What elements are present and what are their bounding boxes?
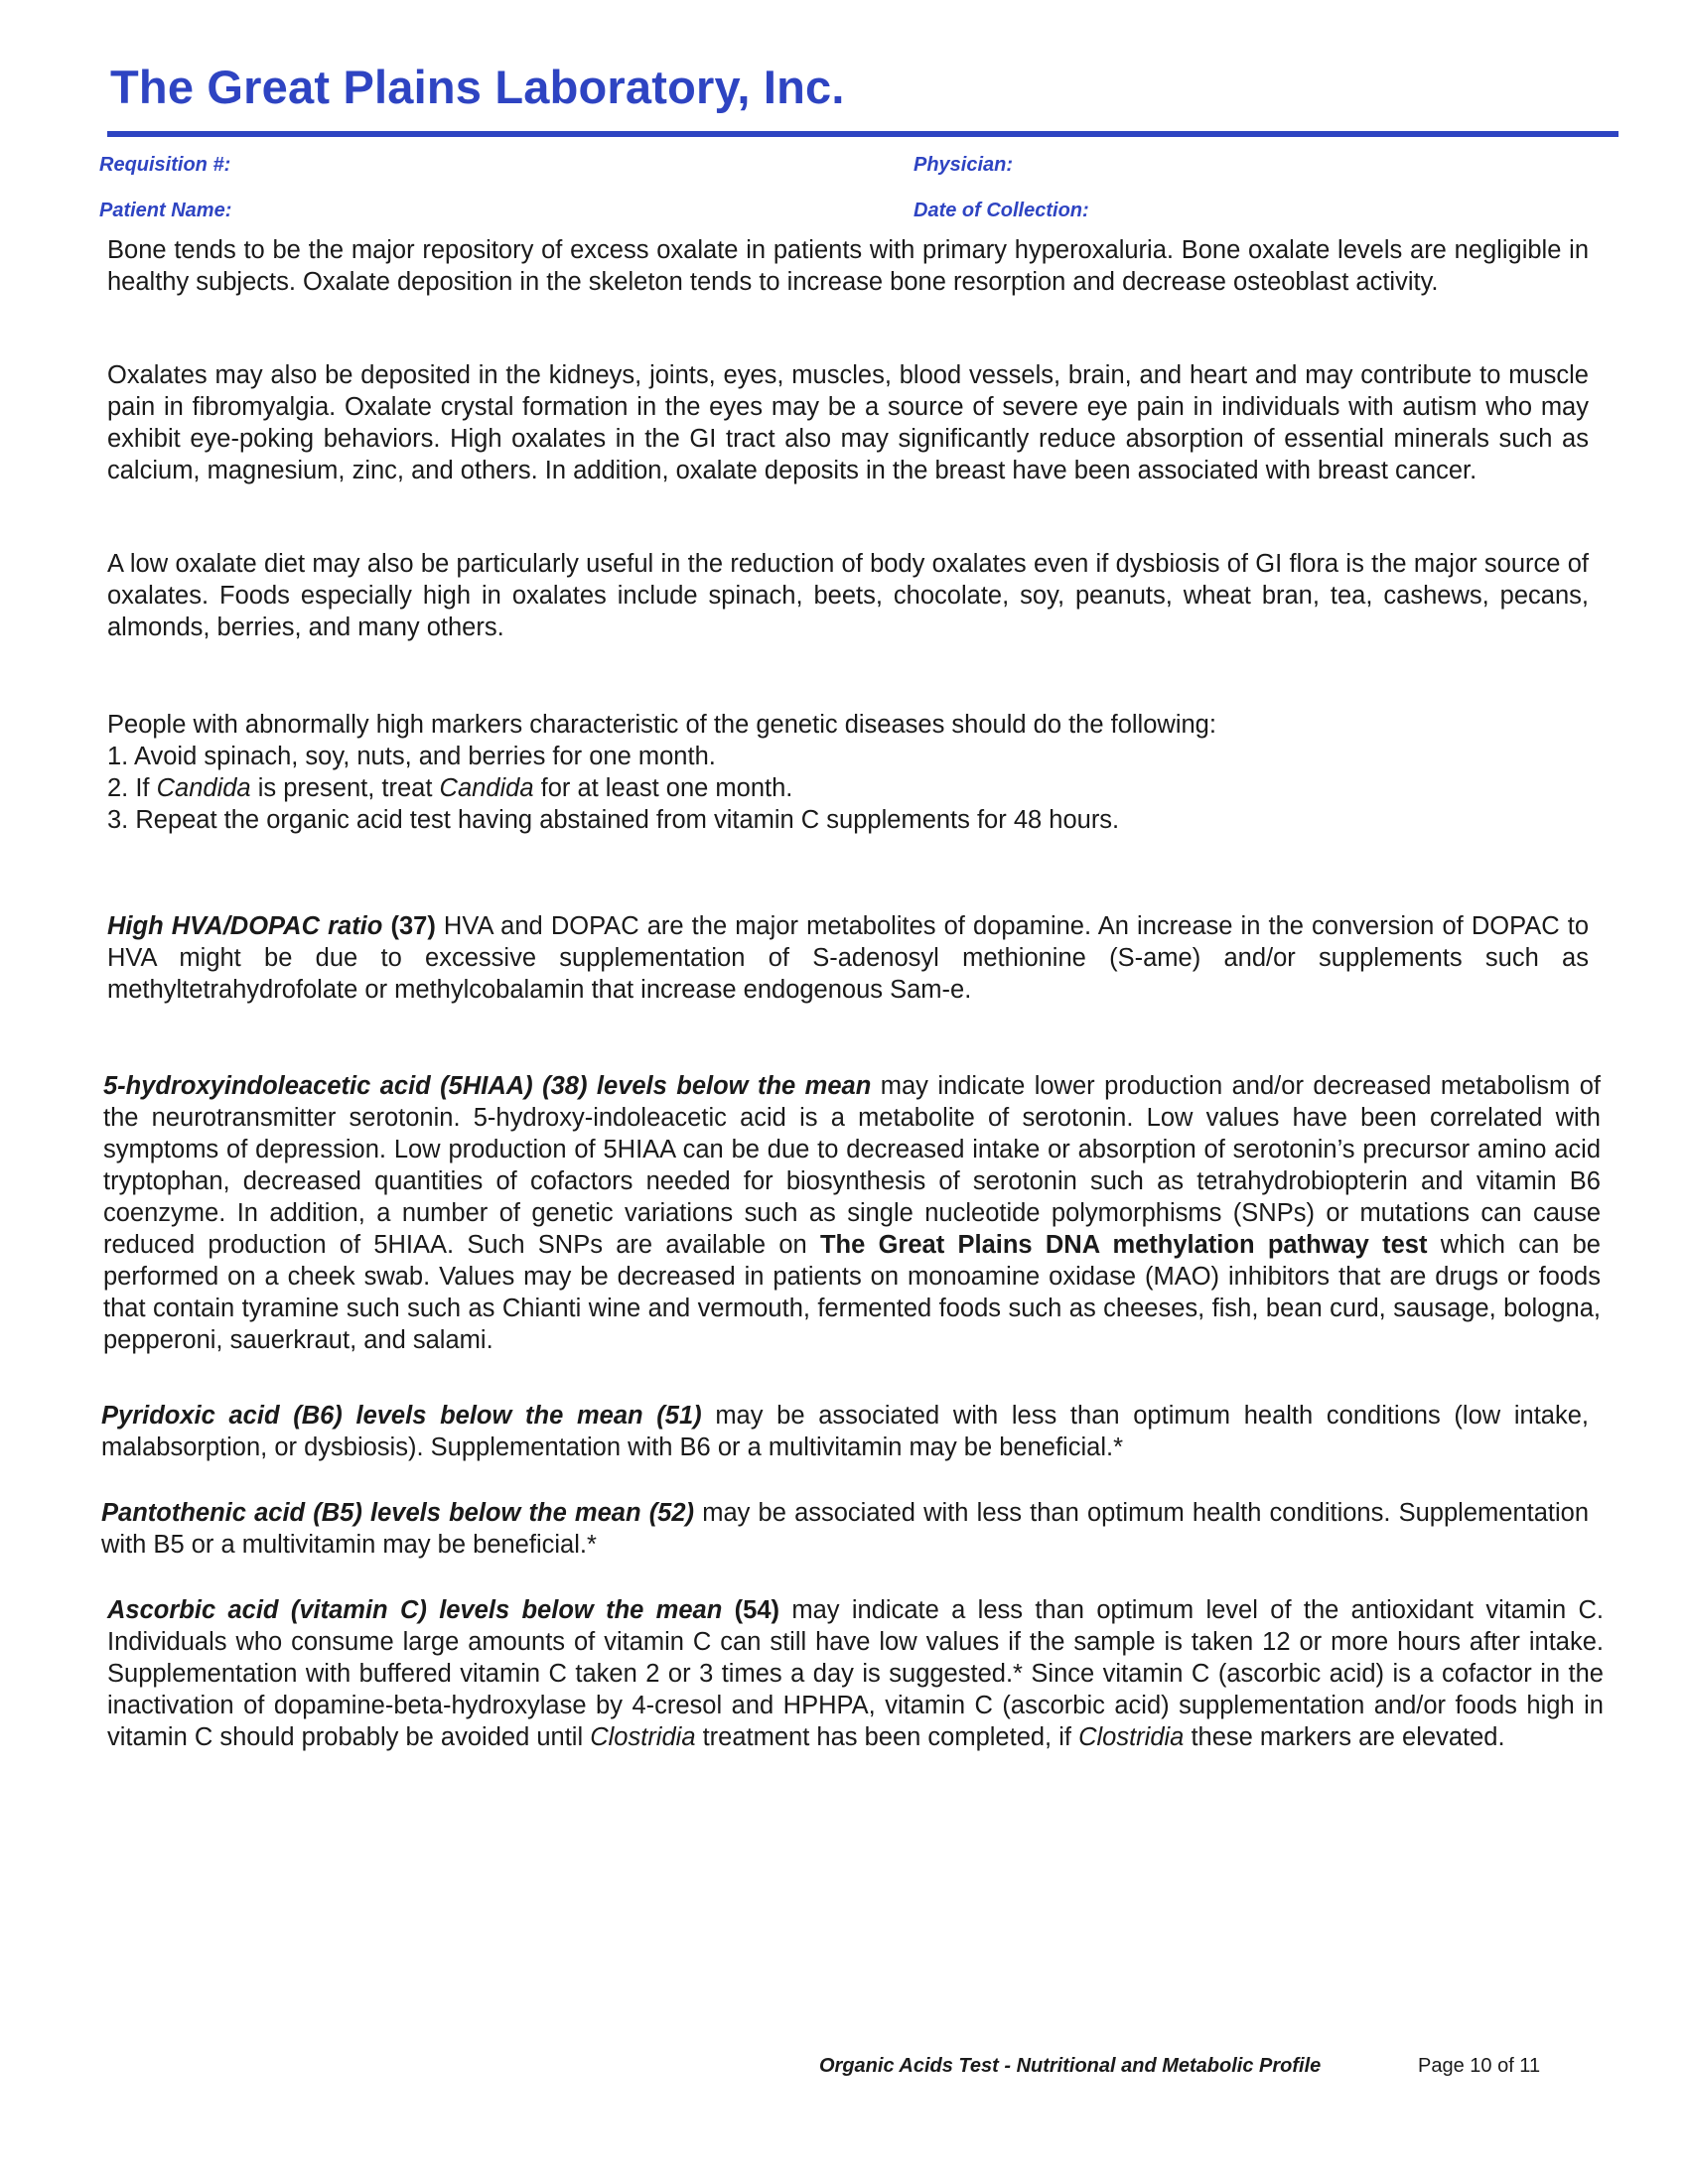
recommendation-item-1: 1. Avoid spinach, soy, nuts, and berries for one month.	[107, 743, 716, 770]
b5-heading: Pantothenic acid (B5) levels below the mean (52)	[101, 1499, 695, 1527]
footer-page-number: Page 10 of 11	[1418, 2055, 1541, 2077]
paragraph-oxalate-deposits: Oxalates may also be deposited in the kidneys, joints, eyes, muscles, blood vessels, brain, and heart and may contribute to muscle pain in fibromyalgia. Oxalate crystal formation in the eyes may be a source of severe eye pain in individuals with autism who may exhibit eye-poking behaviors. High oxalates in the GI tract also may significantly reduce absorption of essential minerals such as calcium, magnesium, zinc, and others. In addition, oxalate deposits in the breast have been associated with breast cancer.	[107, 361, 1589, 484]
hva-heading: High HVA/DOPAC ratio	[107, 912, 383, 940]
hiaa-heading: 5-hydroxyindoleacetic acid (5HIAA) (38) levels below the mean	[103, 1072, 872, 1100]
date-of-collection-label: Date of Collection:	[914, 200, 1089, 221]
paragraph-hva-dopac: High HVA/DOPAC ratio (37) HVA and DOPAC are the major metabolites of dopamine. An increase in the conversion of DOPAC to HVA might be due to excessive supplementation of S-adenosyl methionine (S-ame) and/or supplements such as methyltetrahydrofolate or methylcobalamin that increase endogenous Sam-e.	[107, 912, 1590, 1004]
patient-name-label: Patient Name:	[99, 200, 232, 221]
genetic-recommendations	[107, 709, 1589, 836]
dna-methylation-test-name: The Great Plains DNA methylation pathway test	[819, 1231, 1428, 1259]
footer-report-title: Organic Acids Test - Nutritional and Metabolic Profile	[819, 2055, 1322, 2077]
lab-name: The Great Plains Laboratory, Inc.	[110, 61, 845, 113]
genetic-intro: People with abnormally high markers characteristic of the genetic diseases should do the following:	[107, 711, 1216, 739]
paragraph-bone-oxalate: Bone tends to be the major repository of excess oxalate in patients with primary hyperoxaluria. Bone oxalate levels are negligible in healthy subjects. Oxalate deposition in the skeleton tends to increase bone resorption and decrease osteoblast activity.	[107, 236, 1589, 296]
paragraph-pantothenic-acid: Pantothenic acid (B5) levels below the mean (52) may be associated with less than optimum health conditions. Supplementation with B5 or a multivitamin may be beneficial.*	[101, 1499, 1589, 1559]
b6-heading: Pyridoxic acid (B6) levels below the mean (51)	[101, 1402, 702, 1430]
requisition-label: Requisition #:	[99, 154, 231, 176]
title-divider	[107, 131, 1618, 137]
vitc-heading: Ascorbic acid (vitamin C) levels below the mean	[107, 1596, 723, 1624]
recommendation-item-3: 3. Repeat the organic acid test having abstained from vitamin C supplements for 48 hours.	[107, 806, 1120, 834]
recommendation-item-2: 2. If Candida is present, treat Candida for at least one month.	[107, 774, 793, 802]
physician-label: Physician:	[914, 154, 1014, 176]
paragraph-5hiaa: 5-hydroxyindoleacetic acid (5HIAA) (38) levels below the mean may indicate lower production and/or decreased metabolism of the neurotransmitter serotonin. 5-hydroxy-indoleacetic acid is a metabolite of serotonin. Low values have been correlated with symptoms of depression. Low production of 5HIAA can be due to decreased intake or absorption of serotonin’s precursor amino acid tryptophan, decreased quantities of cofactors needed for biosynthesis of serotonin such as tetrahydrobiopterin and vitamin B6 coenzyme. In addition, a number of genetic variations such as single nucleotide polymorphisms (SNPs) or mutations can cause reduced production of 5HIAA. Such SNPs are available on The Great Plains DNA methylation pathway test which can be performed on a cheek swab. Values may be decreased in patients on monoamine oxidase (MAO) inhibitors that are drugs or foods that contain tyramine such such as Chianti wine and vermouth, fermented foods such as cheeses, fish, bean curd, sausage, bologna, pepperoni, sauerkraut, and salami.	[103, 1072, 1602, 1354]
paragraph-ascorbic-acid: Ascorbic acid (vitamin C) levels below the mean (54) may indicate a less than optimum level of the antioxidant vitamin C. Individuals who consume large amounts of vitamin C can still have low values if the sample is taken 12 or more hours after intake. Supplementation with buffered vitamin C taken 2 or 3 times a day is suggested.* Since vitamin C (ascorbic acid) is a cofactor in the inactivation of dopamine-beta-hydroxylase by 4-cresol and HPHPA, vitamin C (ascorbic acid) supplementation and/or foods high in vitamin C should probably be avoided until Clostridia treatment has been completed, if Clostridia these markers are elevated.	[107, 1596, 1604, 1751]
paragraph-low-oxalate-diet: A low oxalate diet may also be particularly useful in the reduction of body oxalates even if dysbiosis of GI flora is the major source of oxalates. Foods especially high in oxalates include spinach, beets, chocolate, soy, peanuts, wheat bran, tea, cashews, pecans, almonds, berries, and many others.	[107, 550, 1589, 641]
paragraph-pyridoxic-acid: Pyridoxic acid (B6) levels below the mean (51) may be associated with less than optimum health conditions (low intake, malabsorption, or dysbiosis). Supplementation with B6 or a multivitamin may be beneficial.*	[101, 1402, 1589, 1461]
